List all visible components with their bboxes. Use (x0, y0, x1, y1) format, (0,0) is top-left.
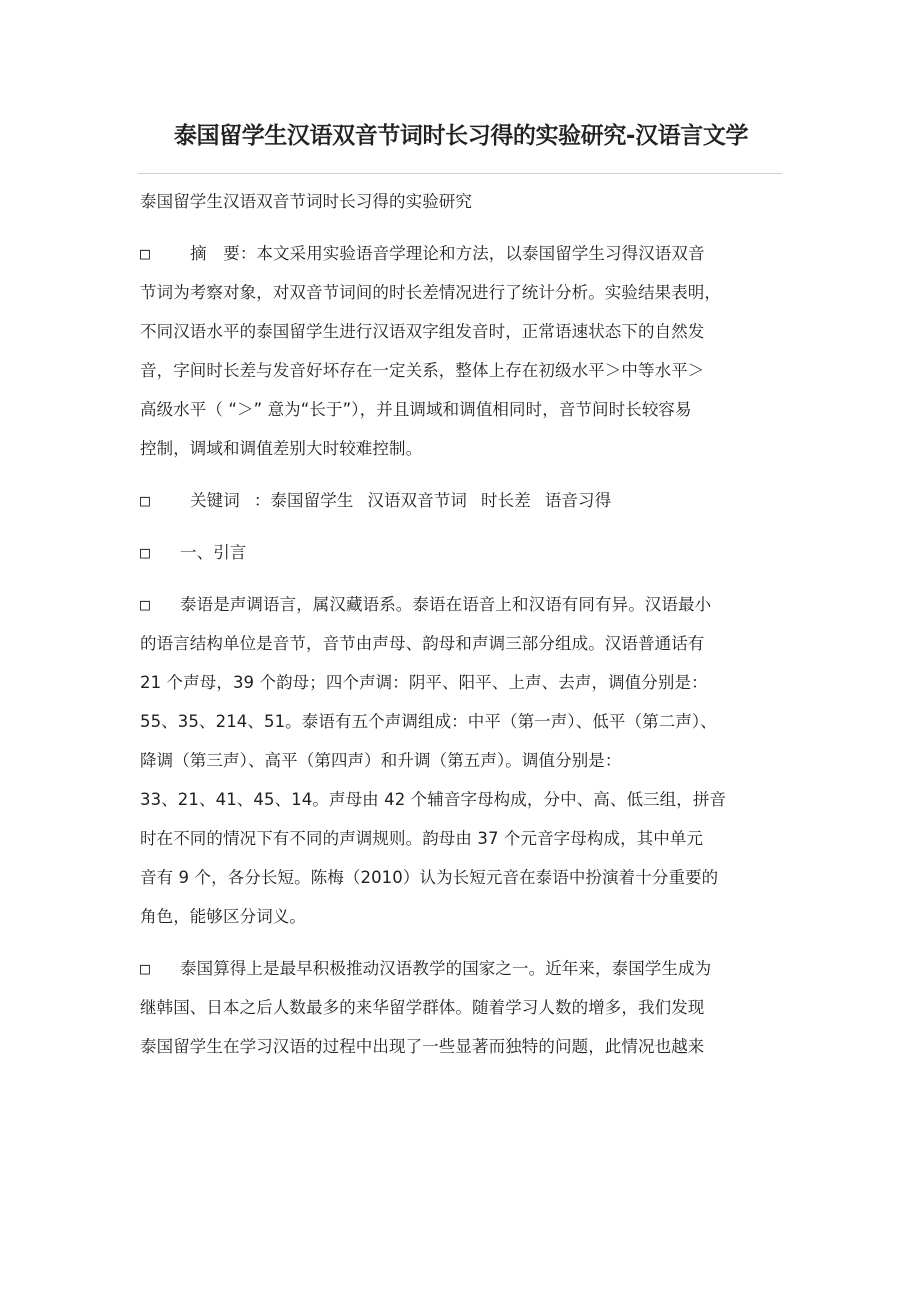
section-heading-text: 一、引言 (180, 543, 247, 562)
paragraph-line (140, 949, 782, 988)
document-title: 泰国留学生汉语双音节词时长习得的实验研究-汉语言文学 (173, 123, 749, 149)
keywords-line (140, 481, 782, 520)
keywords-label: 关键词 (190, 491, 240, 510)
paragraph-line: 21 个声母，39 个韵母；四个声调：阴平、阳平、上声、去声，调值分别是： (140, 673, 708, 692)
paragraph-line: 角色，能够区分词义。 (140, 907, 306, 926)
section-heading (140, 533, 782, 572)
document-subtitle: 泰国留学生汉语双音节词时长习得的实验研究 (140, 192, 472, 211)
abstract-line: 高级水平（ “＞” 意为“长于”），并且调域和调值相同时，音节间时长较容易 (140, 400, 692, 419)
paragraph-line: 的语言结构单位是音节，音节由声母、韵母和声调三部分组成。汉语普通话有 (140, 634, 705, 653)
bullet-marker: □ (140, 491, 151, 510)
keyword: 时长差 (481, 491, 531, 510)
paragraph-text: 泰语是声调语言，属汉藏语系。泰语在语音上和汉语有同有异。汉语最小 (180, 595, 712, 614)
abstract-line: 节词为考察对象，对双音节词间的时长差情况进行了统计分析。实验结果表明， (140, 283, 721, 302)
paragraph-line: 继韩国、日本之后人数最多的来华留学群体。随着学习人数的增多，我们发现 (140, 998, 705, 1017)
paragraph-line: 55、35、214、51。泰语有五个声调组成：中平（第一声）、低平（第二声）、 (140, 712, 717, 731)
paragraph-line (140, 585, 782, 624)
bullet-marker: □ (140, 244, 151, 263)
paragraph-line: 泰国留学生在学习汉语的过程中出现了一些显著而独特的问题，此情况也越来 (140, 1037, 705, 1056)
document-body (140, 182, 782, 1066)
abstract-label: 摘 要 (190, 244, 240, 263)
paragraph-text: 泰国算得上是最早积极推动汉语教学的国家之一。近年来，泰国学生成为 (180, 959, 712, 978)
keyword: 汉语双音节词 (367, 491, 468, 510)
bullet-marker: □ (140, 543, 151, 562)
abstract-line (140, 234, 782, 273)
keywords-colon: ： (253, 491, 271, 510)
paragraph-line: 降调（第三声）、高平（第四声）和升调（第五声）。调值分别是： (140, 751, 622, 770)
paragraph-line: 33、21、41、45、14。声母由 42 个辅音字母构成，分中、高、低三组，拼音 (140, 790, 727, 809)
abstract-line: 音，字间时长差与发音好坏存在一定关系，整体上存在初级水平＞中等水平＞ (140, 361, 705, 380)
bullet-marker: □ (140, 959, 151, 978)
abstract-line: 不同汉语水平的泰国留学生进行汉语双字组发音时，正常语速状态下的自然发 (140, 322, 705, 341)
bullet-marker: □ (140, 595, 151, 614)
title-divider (138, 173, 782, 174)
abstract-line: 控制，调域和调值差别大时较难控制。 (140, 439, 423, 458)
keyword: 语音习得 (544, 491, 612, 510)
paragraph-line: 音有 9 个，各分长短。陈梅（2010）认为长短元音在泰语中扮演着十分重要的 (140, 868, 719, 887)
paragraph-line: 时在不同的情况下有不同的声调规则。韵母由 37 个元音字母构成，其中单元 (140, 829, 704, 848)
abstract-text: ：本文采用实验语音学理论和方法，以泰国留学生习得汉语双音 (239, 244, 705, 263)
keyword: 泰国留学生 (270, 491, 354, 510)
